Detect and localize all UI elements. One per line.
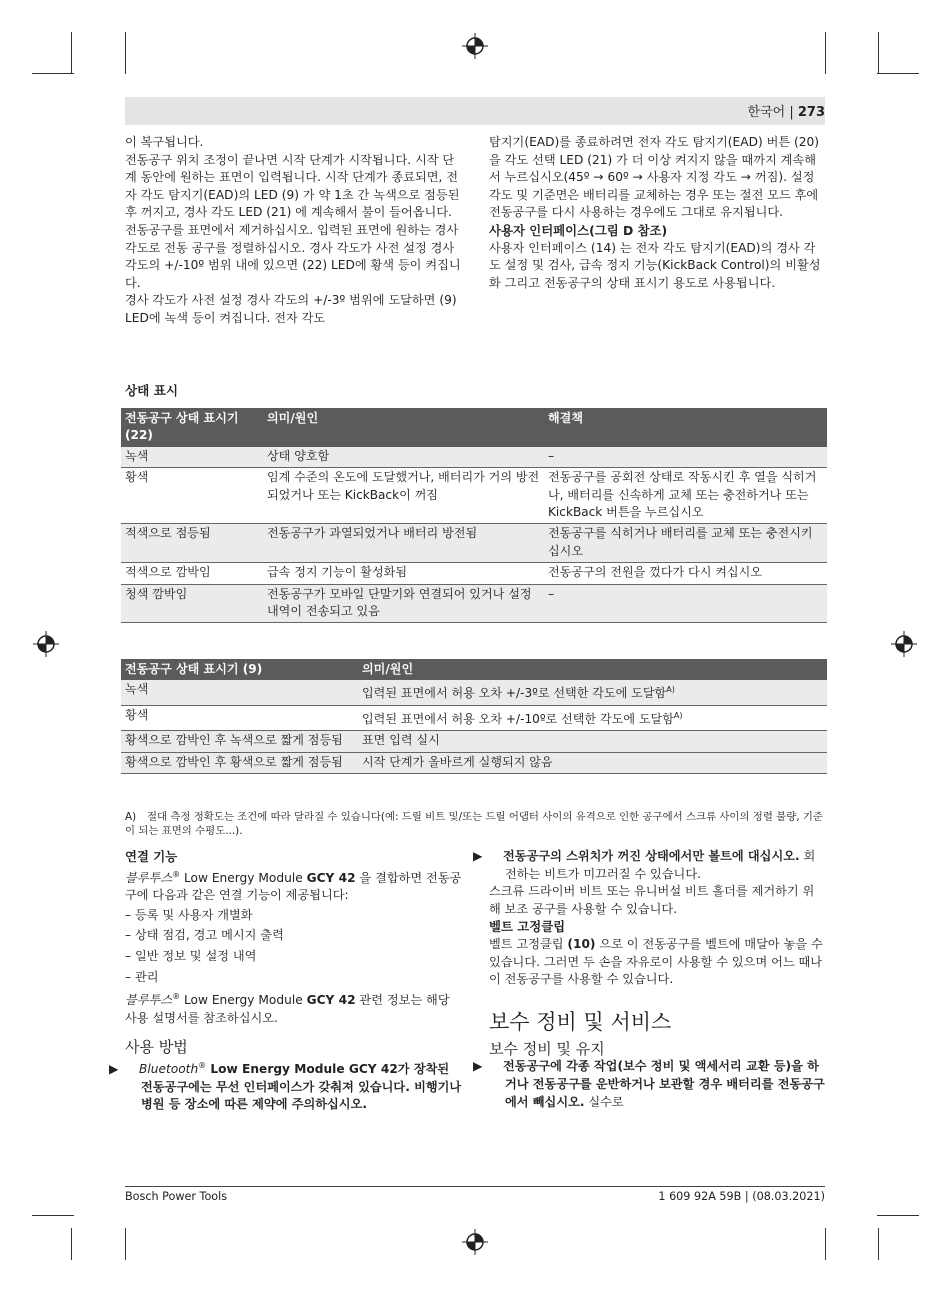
page-header-bar [125,97,825,125]
table-header: 의미/원인 [263,408,544,447]
crop-mark [878,1228,879,1260]
table-header: 의미/원인 [358,659,827,680]
table-row [121,524,827,563]
section-heading: 사용자 인터페이스(그림 D 참조) [489,222,668,238]
warning-paragraph [473,1058,826,1111]
table-cell: 전동공구를 공회전 상태로 작동시킨 후 열을 식히거나, 배터리를 신속하게 교체 또는 충전하거나 또는 KickBack 버튼을 누르십시오 [544,468,827,524]
text: 벨트 고정클립 [489,936,568,951]
bold-text: Low Energy Module GCY 42가 장착된 전동공구에는 무선 인터페이스가 갖춰져 있습니다. 비행기나 병원 등 장소에 따른 제약에 주의하십시오. [141,1062,462,1112]
text: Low Energy Module [180,993,307,1008]
text: 관련 정보는 해당 사용 설명서를 참조하십시오. [125,993,450,1025]
section-heading: 벨트 고정클립 [489,919,566,935]
table-cell: 전동공구가 모바일 단말기와 연결되어 있거나 설정 내역이 전송되고 있음 [263,584,544,623]
table-cell: 적색으로 점등됨 [121,524,263,563]
bold-text: (10) [567,936,596,951]
table-cell: 황색으로 깜박인 후 황색으로 짧게 점등됨 [121,752,358,773]
warning-paragraph [109,1057,465,1114]
footer-left: Bosch Power Tools [125,1190,228,1203]
cell-text: 입력된 표면에서 허용 오차 +/-10º로 선택한 각도에 도달함 [362,711,674,726]
table-row [121,731,827,752]
table-cell: 상태 양호함 [263,447,544,468]
list-item: – 관리 [125,969,159,984]
italic-text: 블루투스 [125,870,173,885]
paragraph [125,866,465,905]
footnote-ref: A) [666,685,675,695]
crop-mark [878,32,879,74]
italic-text: Bluetooth [139,1062,199,1077]
text: 으로 이 전동공구를 벨트에 매달아 놓을 수 있습니다. 그러면 두 손을 자유로이 사용할 수 있으며 어느 때나 이 전동공구를 사용할 수 있습니다. [489,936,823,987]
table-cell: – [544,584,827,623]
table-cell: 급속 정지 기능이 활성화됨 [263,563,544,584]
crop-mark [71,1228,72,1260]
section-heading: 연결 기능 [125,849,178,864]
table-header: 해결책 [544,408,827,447]
table-cell: 녹색 [121,447,263,468]
text: 회전하는 비트가 미끄러질 수 있습니다. [505,849,816,881]
warning-paragraph [473,848,826,883]
paragraph: 전동공구 위치 조정이 끝나면 시작 단계가 시작됩니다. 시작 단계 동안에 원하는 표면이 입력됩니다. 시작 단계가 종료되면, 전자 각도 탐지기(EAD)의 LED (9) 가 약 1초 간 녹색으로 점등된 후 꺼지고, 경사 각도 LED (21) 에 계속해서 불이 들어옵니다. [125,152,460,220]
right-column-top [489,134,826,292]
table-cell [358,705,827,730]
table-cell: 전동공구의 전원을 껐다가 다시 켜십시오 [544,563,827,584]
table-header: 전동공구 상태 표시기 (22) [121,408,263,447]
bold-text: GCY 42 [306,870,356,885]
registration-mark-icon [462,33,488,59]
triangle-bullet-icon: ▶ [473,849,483,863]
status-table-22 [121,408,827,623]
italic-text: 블루투스 [125,993,173,1008]
triangle-bullet-icon: ▶ [109,1062,119,1077]
paragraph: 사용자 인터페이스 (14) 는 전자 각도 탐지기(EAD)의 경사 각도 설정 및 검사, 급속 정지 기능(KickBack Control)의 비활성화 그리고 전동공구의 상태 표시기 용도로 사용됩니다. [489,240,821,290]
table-cell: 전동공구가 과열되었거나 배터리 방전됨 [263,524,544,563]
registration-mark-icon [462,1229,488,1255]
list-item: – 일반 정보 및 설정 내역 [125,949,257,964]
paragraph: 탐지기(EAD)를 종료하려면 전자 각도 탐지기(EAD) 버튼 (20) 을 각도 선택 LED (21) 가 더 이상 켜지지 않을 때까지 계속해서 누르십시오(45º → 60º → 사용자 지정 각도 → 꺼짐). 설정 각도 및 기준면은 배터리를 교체하는 경우 또는 절전 모드 후에 전동공구를 다시 사용하는 경우에도 그대로 유지됩니다. [489,135,820,220]
table-cell: 시작 단계가 올바르게 실행되지 않음 [358,752,827,773]
footnote-text: 절대 측정 정확도는 조건에 따라 달라질 수 있습니다(예: 드릴 비트 및/또는 드릴 어댑터 사이의 유격으로 인한 공구에서 스크류 사이의 정렬 불량, 기준이 되는 표면의 수평도...). [125,811,823,837]
crop-mark [125,1228,126,1260]
section-heading: 보수 정비 및 유지 [489,1039,605,1058]
registered-mark: ® [198,1061,207,1071]
header-language: 한국어 [747,105,786,120]
left-column-bottom [109,848,465,1114]
table-cell: 황색 [121,705,358,730]
table-footnote [125,810,825,838]
table-cell: 청색 깜박임 [121,584,263,623]
table-row [121,752,827,773]
crop-mark [125,32,126,74]
bold-text: 전동공구의 스위치가 꺼진 상태에서만 볼트에 대십시오. [503,849,800,863]
table-cell: 임계 수준의 온도에 도달했거나, 배터리가 거의 방전되었거나 또는 KickBack이 꺼짐 [263,468,544,524]
table-cell: 전동공구를 식히거나 배터리를 교체 또는 충전시키십시오 [544,524,827,563]
paragraph: 이 복구됩니다. [125,135,204,149]
registration-mark-icon [33,631,59,657]
text: Low Energy Module [180,870,307,885]
table-cell: – [544,447,827,468]
triangle-bullet-icon: ▶ [473,1059,483,1074]
page-header: 한국어 | 273 [747,105,825,120]
crop-mark [825,32,826,74]
table-cell: 황색 [121,468,263,524]
table-cell: 녹색 [121,680,358,705]
table-row [121,468,827,524]
table-row [121,447,827,468]
text: 을 결합하면 전동공구에 다음과 같은 연결 기능이 제공됩니다: [125,870,462,903]
list-item: – 등록 및 사용자 개별화 [125,907,253,922]
left-column-top [125,134,465,328]
paragraph: 경사 각도가 사전 설정 경사 각도의 +/-3º 범위에 도달하면 (9) LED에 녹색 등이 켜집니다. 전자 각도 [125,293,457,325]
crop-mark [877,1215,919,1216]
page-number: 273 [797,105,825,120]
right-column-bottom [473,848,826,1111]
paragraph [125,988,465,1027]
table-row [121,584,827,623]
table-row [121,705,827,730]
table-row [121,563,827,584]
crop-mark [32,73,74,74]
table-cell: 표면 입력 실시 [358,731,827,752]
section-heading: 사용 방법 [125,1038,188,1057]
cell-text: 입력된 표면에서 허용 오차 +/-3º로 선택한 각도에 도달함 [362,686,667,701]
crop-mark [825,1228,826,1260]
paragraph: 스크류 드라이버 비트 또는 유니버설 비트 홀더를 제거하기 위해 보조 공구를 사용할 수 있습니다. [489,884,815,916]
table-cell: 적색으로 깜박임 [121,563,263,584]
crop-mark [32,1215,74,1216]
list-item: – 상태 점검, 경고 메시지 출력 [125,928,284,943]
table-cell: 황색으로 깜박인 후 녹색으로 짧게 점등됨 [121,731,358,752]
status-heading: 상태 표시 [125,383,179,398]
paragraph [489,936,826,989]
footnote-mark: A) [125,811,137,823]
registered-mark: ® [172,869,181,879]
table-row [121,680,827,705]
registered-mark: ® [172,992,181,1002]
crop-mark [877,73,919,74]
footnote-ref: A) [673,710,683,720]
status-table-9 [121,659,827,774]
bold-text: GCY 42 [306,993,356,1008]
chapter-title: 보수 정비 및 서비스 [489,1009,672,1034]
table-cell [358,680,827,705]
registration-mark-icon [891,631,917,657]
footer-rule [125,1186,825,1187]
bold-text: 전동공구에 각종 작업(보수 정비 및 액세서리 교환 등)을 하거나 전동공구를 운반하거나 보관할 경우 배터리를 전동공구에서 빼십시오. [503,1059,825,1109]
crop-mark [71,32,72,74]
paragraph: 전동공구를 표면에서 제거하십시오. 입력된 표면에 원하는 경사 각도로 전동 공구를 정렬하십시오. 경사 각도가 사전 설정 경사 각도의 +/-10º 범위 내에 있으면 (22) LED에 황색 등이 켜집니다. [125,222,461,290]
table-header: 전동공구 상태 표시기 (9) [121,659,358,680]
footer-right: 1 609 92A 59B | (08.03.2021) [658,1190,825,1203]
text: 실수로 [584,1094,624,1109]
